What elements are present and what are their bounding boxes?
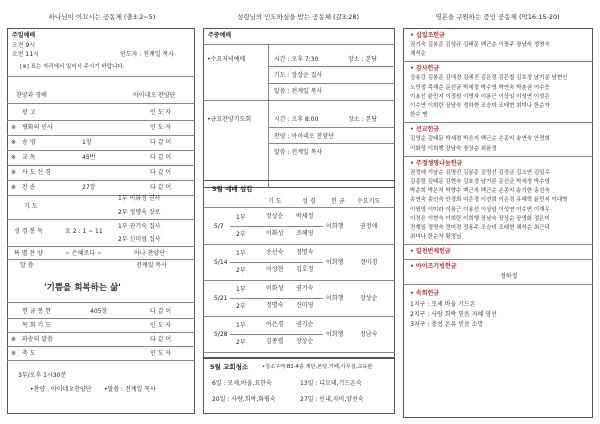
right-column-header: 영혼을 구원하는 증인 공동체 (막16:15-20) bbox=[435, 13, 560, 21]
wed-sermon: 말씀 : 전계일 목사 bbox=[274, 88, 323, 95]
divider bbox=[7, 360, 195, 361]
divider bbox=[7, 259, 195, 260]
duty-scripture: 신미영 bbox=[296, 302, 314, 309]
class-offering-line: 1지구 : 모세 바울 기드온 bbox=[410, 301, 476, 309]
scripture-reader-2: 2부 신미영 집사 bbox=[118, 236, 161, 243]
divider bbox=[203, 316, 395, 317]
duty-header-scripture: 성 경 bbox=[302, 198, 316, 205]
duty-scripture: 권기순 bbox=[296, 321, 314, 328]
divider bbox=[230, 298, 323, 299]
duty-wednesday: 정남숙 bbox=[360, 331, 378, 338]
sermon-preacher: 전계일 목사 bbox=[136, 262, 167, 269]
service-time-1: 오전 9시 bbox=[12, 42, 36, 49]
fri-service-label: •금요찬양기도회 bbox=[207, 116, 252, 123]
duty-part-label: 2부 bbox=[236, 267, 246, 274]
standing-mark: ※ bbox=[11, 139, 17, 146]
divider bbox=[7, 165, 195, 166]
duty-scripture: 박세정 bbox=[296, 213, 314, 220]
offering-group-title: • 아이즈기빙헌금 bbox=[410, 263, 457, 271]
divider bbox=[7, 120, 195, 121]
duty-prayer: 어은경 bbox=[266, 321, 284, 328]
divider bbox=[403, 61, 593, 62]
order-item-hymn: 1장 bbox=[82, 139, 92, 146]
divider bbox=[7, 150, 195, 151]
divider bbox=[203, 280, 395, 281]
scripture-reference: 요 2 : 1 ~ 11 bbox=[65, 228, 103, 235]
praise-heading: 찬양과 경배 bbox=[16, 92, 47, 99]
order-item-leader: 인 도 자 bbox=[150, 322, 172, 329]
divider bbox=[7, 246, 195, 247]
scripture-reader-1: 1부 권기숙 집사 bbox=[118, 223, 161, 230]
offering-name-line: 강송강 김봉준 김애경 김예진 김은정 김은철 김호정 남기분 남현신 bbox=[410, 75, 568, 82]
duty-offering: 이희행 bbox=[326, 223, 344, 230]
wed-service-label: •수요저녁예배 bbox=[207, 56, 246, 63]
cleaning-week-6: 6일 : 모세,바울,요한숙 bbox=[212, 380, 272, 387]
order-item-name: 헌 금 봉 헌 bbox=[22, 308, 51, 315]
offering-name-line: 권정애 기남순 김명진 김봉준 김영선 김정금 김소연 김일수 bbox=[410, 169, 550, 176]
divider bbox=[268, 127, 395, 128]
duty-wednesday: 권정애 bbox=[360, 223, 378, 230]
offering-name-line: 이수연 이희란 장남숙 정하현 조승미 조태현 최미나 한순자 bbox=[410, 103, 550, 109]
middle-column-header: 성령님의 인도하심을 받는 공동체 (갈3:28) bbox=[236, 13, 360, 21]
left-column-header: 하나님이 이끄시는 공동체 (출3:2~5) bbox=[48, 13, 156, 21]
offering-name-line: 정하정 bbox=[500, 273, 518, 281]
divider bbox=[203, 244, 395, 245]
duty-part-label: 2부 bbox=[236, 231, 246, 238]
weekday-worship-box bbox=[203, 28, 395, 188]
service-time-2: 오전 11시 bbox=[12, 51, 39, 58]
duty-prayer: 송선숙 bbox=[266, 249, 284, 256]
fri-service-time: 시간 : 오후 8:00 bbox=[274, 116, 319, 123]
order-item-name: 찬 송 bbox=[22, 184, 36, 191]
duty-header-wednesday: 수요기도 bbox=[357, 198, 381, 205]
divider bbox=[7, 219, 195, 220]
divider bbox=[203, 207, 395, 208]
duty-prayer: 김종렬 bbox=[266, 338, 284, 345]
duty-header-offering: 헌 금 bbox=[331, 198, 345, 205]
standing-mark: ※ bbox=[11, 169, 17, 176]
offering-name-line: 채석순 bbox=[410, 51, 426, 58]
offering-name-line: 한수 맨 bbox=[410, 112, 428, 119]
duty-part-label: 1부 bbox=[236, 250, 246, 257]
offering-name-line: 이화성 이희행 장남숙 장상순 최윤정 bbox=[410, 145, 497, 152]
duty-prayer: 이화성 bbox=[266, 285, 284, 292]
divider bbox=[7, 135, 195, 136]
offering-name-line: 이정은 이현숙 이희란 이희행 장남숙 장상순 장영화 정은미 bbox=[410, 215, 550, 222]
offering-name-line: 최미나 한순자 황정님 bbox=[410, 234, 462, 241]
afternoon-praise: •찬양 : 아이네오찬양단 bbox=[30, 386, 92, 393]
duty-prayer: 이화성 bbox=[266, 230, 284, 237]
duty-part-label: 2부 bbox=[236, 339, 246, 346]
offering-group-title: • 감사헌금 bbox=[410, 65, 440, 73]
offering-name-line: 이원영 이미라 이용근 이용선 이상임 이성연 이수연 이재우 bbox=[410, 206, 550, 213]
order-item-name: 목 회 기 도 bbox=[22, 322, 51, 329]
afternoon-service-time: 3부/오후 1시30분 bbox=[18, 372, 67, 379]
order-item-hymn: 45번 bbox=[82, 154, 96, 161]
prayer-leader-1: 1부 이화성 권사 bbox=[118, 195, 161, 202]
divider bbox=[7, 346, 195, 347]
order-item-leader: 인 도 자 bbox=[150, 350, 172, 357]
prayer-label: 기 도 bbox=[24, 203, 38, 210]
duty-prayer: 장상순 bbox=[266, 213, 284, 220]
wed-service-place: 장소 : 본당 bbox=[348, 56, 378, 63]
order-item-name: 축 도 bbox=[22, 350, 36, 357]
duty-date: 5/21 bbox=[214, 295, 228, 302]
divider bbox=[230, 262, 323, 263]
class-offering-title: • 속회헌금 bbox=[410, 290, 440, 298]
duty-part-label: 2부 bbox=[236, 303, 246, 310]
divider bbox=[7, 180, 195, 181]
order-item-leader: 다 같 이 bbox=[150, 336, 172, 343]
offering-name-line: 송연숙 송인숙 안경희 어은경 이선희 이은경 유혜혁 윤민지 이대명 bbox=[410, 197, 568, 204]
divider bbox=[268, 83, 395, 84]
special-song-title: ~ 은혜로다 ~ bbox=[65, 250, 103, 257]
divider bbox=[203, 100, 395, 101]
divider bbox=[203, 44, 395, 45]
divider bbox=[7, 103, 195, 104]
order-item-name: 광 고 bbox=[22, 109, 36, 116]
divider bbox=[403, 122, 593, 123]
duty-scripture: 조해영 bbox=[296, 230, 314, 237]
duty-date: 5/14 bbox=[214, 259, 228, 266]
cleaning-title: 5월 교회청소 bbox=[210, 363, 249, 371]
duty-scripture: 김호정 bbox=[296, 266, 314, 273]
offering-group-title: • 선교헌금 bbox=[410, 126, 440, 134]
divider bbox=[403, 156, 593, 157]
duty-wednesday: 장상순 bbox=[360, 295, 378, 302]
standing-mark: ※ bbox=[11, 124, 17, 131]
praise-team: 아이네오 찬양단 bbox=[133, 92, 176, 99]
order-item-leader: 인 도 자 bbox=[150, 124, 172, 131]
duty-header-prayer: 기 도 bbox=[268, 198, 282, 205]
duty-prayer: 이성현 bbox=[266, 266, 284, 273]
offering-name-line: 권기숙 김봉준 김성규 김태문 백근순 이필주 장남숙 정명숙 bbox=[410, 42, 550, 48]
weekday-worship-title: 주중예배 bbox=[208, 32, 232, 39]
order-item-hymn: 27장 bbox=[82, 184, 96, 191]
divider bbox=[7, 76, 195, 77]
offering-name-line: 이용선 윤민지 이정원 이명자 이용근 이상임 이성연 이성은 bbox=[410, 93, 550, 100]
fri-service-place: 장소 : 본당 bbox=[348, 116, 378, 123]
divider bbox=[7, 302, 195, 303]
sunday-worship-title: 주일예배 bbox=[12, 32, 36, 39]
offering-name-line: 김영순 김태문 박세정 박은지 백근순 손종익 송연숙 안경희 bbox=[410, 136, 550, 143]
duty-date: 5/7 bbox=[214, 223, 224, 230]
divider bbox=[7, 195, 195, 196]
divider bbox=[230, 334, 323, 335]
special-song-label: 특 별 찬 양 bbox=[14, 250, 43, 257]
order-item-leader: 다 같 이 bbox=[150, 169, 172, 176]
offering-name-line: 노민정 목해순 문선균 박세정 박수영 박연숙 박춘권 이수응 bbox=[410, 84, 550, 91]
offering-name-line: 김종렬 김태문 김현숙 김호정 남기분 문선균 박세정 박수영 bbox=[410, 179, 550, 185]
standing-note: [※] 표는 자리에서 일어서 주시기 바랍니다. bbox=[20, 64, 125, 70]
fri-praise: 찬양 : 아이네오 찬양단 bbox=[274, 133, 334, 140]
divider bbox=[7, 318, 195, 319]
divider bbox=[203, 352, 395, 353]
duty-offering: 이희행 bbox=[326, 295, 344, 302]
cleaning-week-27: 27일 : 인내,자비,양선숙 bbox=[300, 396, 364, 403]
sermon-label: 말 씀 bbox=[20, 262, 34, 269]
cleaning-week-20: 20일 : 사랑,희락,화평숙 bbox=[212, 396, 276, 403]
standing-mark: ※ bbox=[11, 336, 17, 343]
order-item-name: 송 영 bbox=[22, 139, 36, 146]
order-item-leader: 다 같 이 bbox=[150, 154, 172, 161]
order-item-hymn: 405장 bbox=[90, 308, 108, 315]
divider bbox=[7, 332, 195, 333]
divider bbox=[268, 143, 395, 144]
may-duty-title: 5월 예배 섬김 bbox=[212, 185, 253, 193]
sermon-title: '기쁨을 회복하는 삶' bbox=[44, 283, 121, 293]
class-offering-line: 2지구 : 사랑 희락 믿음 지혜 영선 bbox=[410, 311, 497, 319]
duty-offering: 이희행 bbox=[326, 331, 344, 338]
order-item-leader: 인 도 자 bbox=[150, 109, 172, 116]
divider bbox=[230, 226, 323, 227]
duty-part-label: 1부 bbox=[236, 322, 246, 329]
fri-sermon: 말씀 : 전계일 목사 bbox=[274, 149, 323, 156]
offering-group-title: • 주정생명나눔헌금 bbox=[410, 159, 463, 167]
cleaning-area: •청소구역:B1-4층 계단,본당,카페,사무실,교육관 bbox=[262, 364, 373, 370]
class-offering-line: 3지구 : 충성 온유 믿음 소망 bbox=[410, 321, 484, 329]
duty-part-label: 1부 bbox=[236, 214, 246, 221]
scripture-label: 성 경 봉 독 bbox=[14, 228, 43, 235]
order-item-name: 파송의 말씀 bbox=[22, 336, 53, 343]
offering-group-title: • 일천번제헌금 bbox=[410, 248, 451, 256]
divider bbox=[403, 259, 593, 260]
divider bbox=[403, 284, 593, 285]
duty-prayer: 정명숙 bbox=[266, 302, 284, 309]
duty-date: 5/28 bbox=[214, 331, 228, 338]
afternoon-sermon: •말씀 : 전계일 목사 bbox=[104, 386, 156, 393]
wed-service-time: 시간 : 오후 7:30 bbox=[274, 56, 319, 63]
offering-name-line: 박순희 박은지 박향수 백근자 백근순 손종익 송기한 송선숙 bbox=[410, 188, 550, 195]
offering-group-title: • 십일조헌금 bbox=[410, 32, 445, 39]
duty-offering: 이희행 bbox=[326, 259, 344, 266]
worship-leader: 인도자 : 전계일 목사 bbox=[120, 51, 175, 58]
duty-wednesday: 정미경 bbox=[360, 259, 378, 266]
order-item-name: 평화의 인사 bbox=[22, 124, 53, 131]
standing-mark: ※ bbox=[11, 184, 17, 191]
order-item-leader: 다 같 이 bbox=[150, 308, 172, 315]
order-item-name: 교 독 bbox=[22, 154, 36, 161]
order-item-leader: 다 같 이 bbox=[150, 139, 172, 146]
special-song-by: 아나 찬양단 bbox=[134, 250, 165, 257]
prayer-leader-2: 2부 정명숙 장로 bbox=[118, 209, 161, 216]
divider bbox=[403, 244, 593, 245]
divider bbox=[268, 66, 395, 67]
duty-part-label: 1부 bbox=[236, 286, 246, 293]
standing-mark: ※ bbox=[11, 154, 17, 161]
order-item-leader: 다 같 이 bbox=[150, 184, 172, 191]
offering-name-line: 전계일 정명숙 정미경 정용주 조승미 조태현 채석순 최근덕 bbox=[410, 225, 550, 231]
duty-scripture: 권기숙 bbox=[296, 285, 314, 292]
cleaning-week-13: 13일 : 디모데,기드온숙 bbox=[300, 380, 362, 387]
duty-scripture: 정명숙 bbox=[296, 249, 314, 256]
standing-mark: ※ bbox=[11, 350, 17, 357]
order-item-name: 사 도 신 경 bbox=[22, 169, 51, 176]
wed-prayer: 기도 : 장상순 집사 bbox=[274, 72, 323, 79]
duty-scripture: 장상순 bbox=[296, 338, 314, 345]
